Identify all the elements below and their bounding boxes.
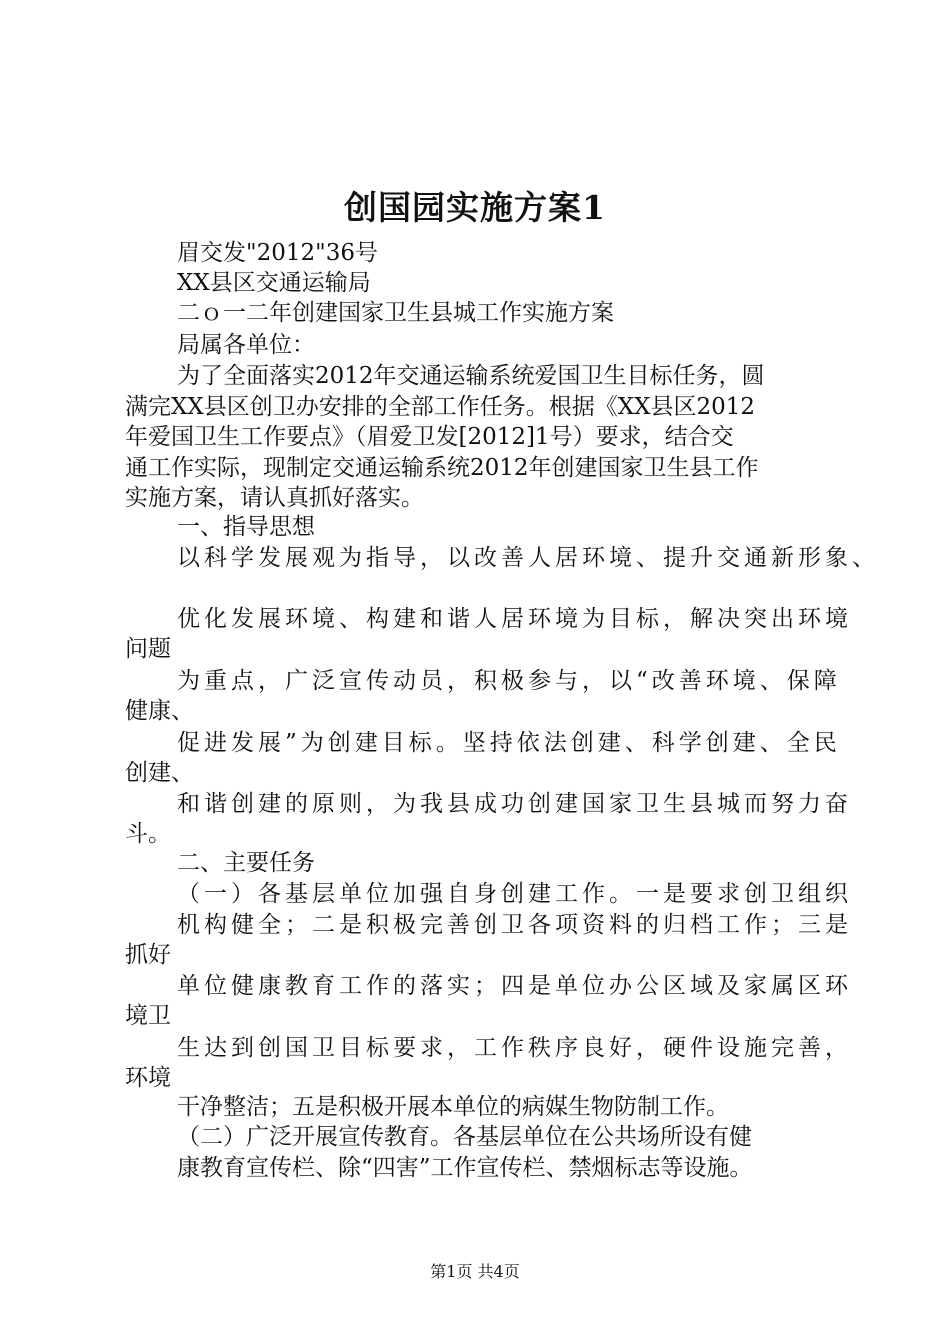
doc-number-line: 眉交发"2012"36号 (177, 240, 378, 266)
paragraph-line: 为重点，广泛宣传动员，积极参与，以“改善环境、保障 (177, 668, 841, 694)
section-heading: 二、主要任务 (177, 850, 315, 876)
paragraph-line: 环境 (125, 1065, 171, 1091)
paragraph-line: 满完XX县区创卫办安排的全部工作任务。根据《XX县区2012 (125, 394, 756, 420)
paragraph-line: 机构健全；二是积极完善创卫各项资料的归档工作；三是 (177, 912, 852, 938)
paragraph-line: 创建、 (125, 760, 194, 786)
paragraph-line: 为了全面落实2012年交通运输系统爱国卫生目标任务，圆 (177, 363, 765, 389)
paragraph-line: 通工作实际，现制定交通运输系统2012年创建国家卫生县工作 (125, 455, 759, 481)
document-title: 创国园实施方案1 (344, 188, 606, 227)
paragraph-line: 和谐创建的原则，为我县成功创建国家卫生县城而努力奋 (177, 791, 852, 817)
paragraph-line: 问题 (125, 636, 171, 662)
paragraph-line: 实施方案，请认真抓好落实。 (125, 485, 424, 511)
paragraph-line: 促进发展”为创建目标。坚持依法创建、科学创建、全民 (177, 730, 841, 756)
paragraph-line: 单位健康教育工作的落实；四是单位办公区域及家属区环 (177, 973, 852, 999)
paragraph-line: （二）广泛开展宣传教育。各基层单位在公共场所设有健 (177, 1124, 752, 1150)
plan-title-line: 二ｏ一二年创建国家卫生县城工作实施方案 (177, 300, 614, 326)
paragraph-line: （一）各基层单位加强自身创建工作。一是要求创卫组织 (177, 881, 852, 907)
paragraph-line: 优化发展环境、构建和谐人居环境为目标，解决突出环境 (177, 606, 852, 632)
paragraph-line: 斗。 (125, 821, 171, 847)
paragraph-line: 生达到创国卫目标要求，工作秩序良好，硬件设施完善， (177, 1035, 852, 1061)
paragraph-line: 年爱国卫生工作要点》（眉爱卫发[2012]1号）要求，结合交 (125, 424, 734, 450)
issuer-line: XX县区交通运输局 (177, 270, 371, 296)
paragraph-line: 抓好 (125, 942, 171, 968)
addressee-line: 局属各单位： (177, 332, 315, 358)
paragraph-line: 康教育宣传栏、除“四害”工作宣传栏、禁烟标志等设施。 (177, 1155, 753, 1181)
paragraph-line: 健康、 (125, 698, 194, 724)
section-heading: 一、指导思想 (177, 514, 315, 540)
page-number: 第1页 共4页 (430, 1262, 520, 1281)
paragraph-line: 境卫 (125, 1003, 171, 1029)
paragraph-line: 以科学发展观为指导，以改善人居环境、提升交通新形象、 (177, 545, 879, 571)
paragraph-line: 干净整洁；五是积极开展本单位的病媒生物防制工作。 (177, 1094, 729, 1120)
